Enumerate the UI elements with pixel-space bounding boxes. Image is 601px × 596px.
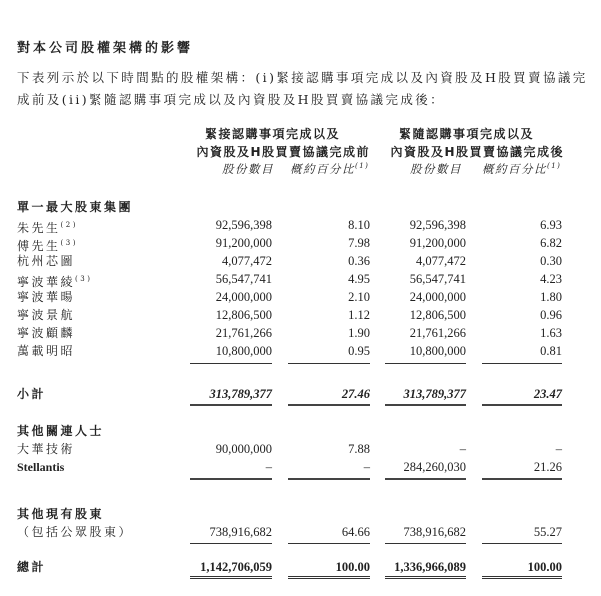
a-shares-cell: 92,596,398 <box>409 218 466 232</box>
rule-line <box>482 576 562 579</box>
table-row <box>0 270 601 288</box>
section-heading <box>0 505 601 523</box>
b-pct-cell: 27.46 <box>341 387 370 401</box>
rule-line <box>385 576 466 579</box>
a-pct-cell: – <box>555 442 562 456</box>
header-before-line1: 緊接認購事項完成以及 <box>204 127 340 141</box>
a-pct-cell: 6.93 <box>540 218 562 232</box>
header-before <box>190 125 370 161</box>
pct-label: 概約百分比 <box>290 162 355 176</box>
footnote-ref: (3) <box>75 275 93 283</box>
footnote-ref: (2) <box>60 221 78 229</box>
section-heading <box>0 198 601 216</box>
a-shares-cell: 10,800,000 <box>409 344 466 358</box>
pct-label: 概約百分比 <box>482 162 547 176</box>
pct-note: (1) <box>355 162 370 171</box>
row-label: 萬載明昭 <box>17 344 76 358</box>
b-pct-cell: 1.12 <box>348 308 370 322</box>
b-pct-cell: 8.10 <box>348 218 370 232</box>
section-label: 其他現有股東 <box>17 507 105 521</box>
b-pct-cell: 1.90 <box>348 326 370 340</box>
rule-line <box>385 363 466 364</box>
a-shares-cell: 91,200,000 <box>409 236 466 250</box>
header-shares-after: 股份數目 <box>410 162 462 176</box>
a-shares-cell: – <box>459 442 466 456</box>
b-shares-cell: 4,077,472 <box>222 254 272 268</box>
a-shares-cell: 12,806,500 <box>409 308 466 322</box>
a-shares-cell: 313,789,377 <box>403 387 466 401</box>
a-pct-cell: 0.81 <box>540 344 562 358</box>
section-label: 其他關連人士 <box>17 424 105 438</box>
pct-note: (1) <box>547 162 562 171</box>
rule-line <box>190 363 272 364</box>
rule-line <box>190 576 272 579</box>
row-label: （包括公眾股東） <box>17 525 134 539</box>
rule-line <box>385 404 466 406</box>
rule-line <box>385 478 466 480</box>
b-pct-cell: 2.10 <box>348 290 370 304</box>
header-after-line2: 內資股及H股買賣協議完成後 <box>390 145 564 159</box>
other-shareholders-row <box>0 523 601 541</box>
section-title: 對本公司股權架構的影響 <box>17 41 194 56</box>
a-pct-cell: 6.82 <box>540 236 562 250</box>
header-before-line2: 內資股及H股買賣協議完成前 <box>196 145 370 159</box>
table-row <box>0 306 601 324</box>
b-pct-cell: 0.95 <box>348 344 370 358</box>
a-shares-cell: 4,077,472 <box>416 254 466 268</box>
row-label: 杭州芯圖 <box>17 254 76 268</box>
b-shares-cell: 90,000,000 <box>215 442 272 456</box>
rule-line <box>482 404 562 406</box>
row-label: 朱先生$^{(2)}$ <box>17 221 78 235</box>
row-label: 寧波顧麟 <box>17 326 76 340</box>
row-label: 寧波華綾$^{(3)}$ <box>17 275 93 289</box>
row-label: 傅先生$^{(3)}$ <box>17 239 78 253</box>
table-row <box>0 458 601 476</box>
b-shares-cell: 12,806,500 <box>215 308 272 322</box>
section-label: 單一最大股東集團 <box>17 200 134 214</box>
rule-line <box>190 478 272 480</box>
b-shares-cell: 92,596,398 <box>215 218 272 232</box>
b-shares-cell: 21,761,266 <box>215 326 272 340</box>
footnote-ref: (3) <box>60 239 78 247</box>
section-heading <box>0 422 601 440</box>
rule-line <box>482 363 562 364</box>
a-shares-cell: 284,260,030 <box>403 460 466 474</box>
a-pct-cell: 1.80 <box>540 290 562 304</box>
rule-line <box>385 543 466 544</box>
a-pct-cell: 0.30 <box>540 254 562 268</box>
row-label: Stellantis <box>17 460 65 474</box>
row-label: 大華技術 <box>17 442 76 456</box>
rule-line <box>482 543 562 544</box>
a-pct-cell: 1.63 <box>540 326 562 340</box>
a-shares-cell: 1,336,966,089 <box>394 560 466 574</box>
rule-line <box>288 543 370 544</box>
rule-line <box>288 576 370 579</box>
a-pct-cell: 100.00 <box>527 560 562 574</box>
a-pct-cell: 0.96 <box>540 308 562 322</box>
b-shares-cell: 313,789,377 <box>209 387 272 401</box>
table-row <box>0 342 601 360</box>
b-shares-cell: – <box>265 460 272 474</box>
a-shares-cell: 56,547,741 <box>409 272 466 286</box>
table-row <box>0 288 601 306</box>
table-row <box>0 252 601 270</box>
header-pct-after <box>482 161 561 177</box>
a-pct-cell: 21.26 <box>533 460 562 474</box>
rule-line <box>190 543 272 544</box>
rule-line <box>288 404 370 406</box>
rule-line <box>288 363 370 364</box>
b-shares-cell: 10,800,000 <box>215 344 272 358</box>
a-shares-cell: 21,761,266 <box>409 326 466 340</box>
row-label: 寧波景航 <box>17 308 76 322</box>
a-pct-cell: 4.23 <box>540 272 562 286</box>
b-pct-cell: 7.98 <box>348 236 370 250</box>
a-pct-cell: 23.47 <box>533 387 562 401</box>
b-pct-cell: 0.36 <box>348 254 370 268</box>
b-shares-cell: 91,200,000 <box>215 236 272 250</box>
header-shares-before: 股份數目 <box>222 162 274 176</box>
b-pct-cell: 4.95 <box>348 272 370 286</box>
header-after-line1: 緊隨認購事項完成以及 <box>398 127 534 141</box>
rule-line <box>288 478 370 480</box>
header-after <box>382 125 564 161</box>
table-row <box>0 440 601 458</box>
b-pct-cell: 100.00 <box>335 560 370 574</box>
b-shares-cell: 24,000,000 <box>215 290 272 304</box>
a-pct-cell: 55.27 <box>533 525 562 539</box>
rule-line <box>482 478 562 480</box>
b-pct-cell: 7.88 <box>348 442 370 456</box>
row-label: 小計 <box>17 387 47 401</box>
subtotal-row <box>0 385 601 403</box>
row-label: 寧波華暘 <box>17 290 76 304</box>
table-row <box>0 216 601 234</box>
b-shares-cell: 1,142,706,059 <box>200 560 272 574</box>
b-shares-cell: 56,547,741 <box>215 272 272 286</box>
a-shares-cell: 24,000,000 <box>409 290 466 304</box>
intro-paragraph: 下表列示於以下時間點的股權架構：(i)緊接認購事項完成以及內資股及H股買賣協議完成前及(ii)緊隨認購事項完成以及內資股及H股買賣協議完成後： <box>17 70 588 107</box>
total-row <box>0 558 601 576</box>
a-shares-cell: 738,916,682 <box>403 525 466 539</box>
b-pct-cell: 64.66 <box>341 525 370 539</box>
b-pct-cell: – <box>363 460 370 474</box>
rule-line <box>190 404 272 406</box>
header-pct-before <box>290 161 369 177</box>
row-label: 總計 <box>17 560 47 574</box>
table-row <box>0 324 601 342</box>
table-row <box>0 234 601 252</box>
b-shares-cell: 738,916,682 <box>209 525 272 539</box>
